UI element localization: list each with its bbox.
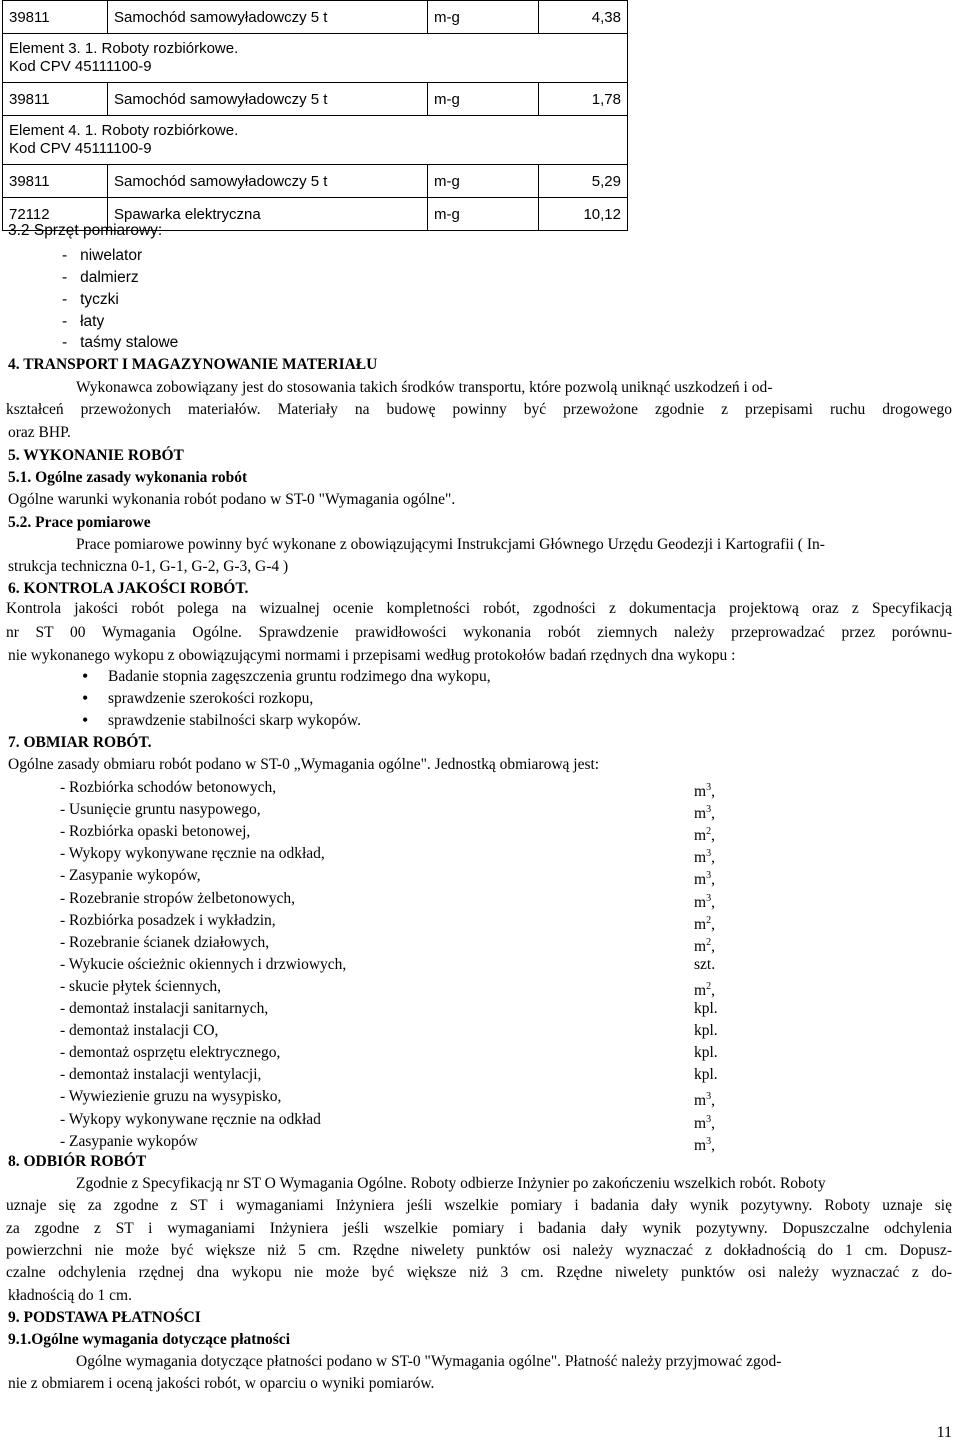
paragraph-line: nr ST 00 Wymagania Ogólne. Sprawdzenie prawidłowości wykonania robót ziemnych należy przeprowadzać przez porównu- (6, 624, 952, 641)
list-item: - tyczki (62, 291, 119, 308)
unit-punctuation: , (711, 827, 715, 845)
measure-item-unit (694, 866, 715, 890)
bullet-item: sprawdzenie szerokości rozkopu, (108, 690, 314, 707)
section-9-heading: 9. PODSTAWA PŁATNOŚCI (8, 1309, 201, 1326)
measure-item-name: - Rozbiórka opaski betonowej, (60, 823, 251, 841)
section-4-heading: 4. TRANSPORT I MAGAZYNOWANIE MATERIAŁU (8, 356, 378, 373)
unit-exponent: 2 (706, 914, 712, 926)
unit-punctuation: , (711, 915, 715, 933)
measure-item-unit (694, 1021, 718, 1041)
section-5-2-heading: 5.2. Prace pomiarowe (8, 514, 151, 531)
qty-cell: 1,78 (539, 83, 628, 116)
paragraph-line: kładnością do 1 cm. (8, 1287, 132, 1304)
measure-item-name: - demontaż instalacji wentylacji, (60, 1066, 262, 1084)
section-7-heading: 7. OBMIAR ROBÓT. (8, 734, 152, 751)
measure-item-unit (694, 977, 715, 1001)
name-cell: Samochód samowyładowczy 5 t (108, 165, 428, 198)
paragraph-line: Zgodnie z Specyfikacją nr ST O Wymagania Ogólne. Roboty odbierze Inżynier po zakończeniu wszelkich robót. Roboty (76, 1175, 826, 1192)
measure-item-name: - Zasypanie wykopów, (60, 867, 201, 885)
section-5-heading: 5. WYKONANIE ROBÓT (8, 447, 184, 464)
bullet-icon: • (82, 688, 89, 708)
name-cell: Samochód samowyładowczy 5 t (108, 1, 428, 34)
paragraph-line: strukcja techniczna 0-1, G-1, G-2, G-3, G-4 ) (8, 558, 289, 575)
unit-cell: m-g (428, 83, 539, 116)
measure-item-name: - Wywiezienie gruzu na wysypisko, (60, 1088, 282, 1106)
unit-cell: m-g (428, 165, 539, 198)
paragraph-line: Kontrola jakości robót polega na wizualnej ocenie kompletności robót, zgodności z dokumentacja projektową oraz z Specyfikacją (6, 600, 952, 617)
qty-cell: 5,29 (539, 165, 628, 198)
unit-cell: m-g (428, 1, 539, 34)
name-cell: Spawarka elektryczna (108, 198, 428, 231)
section-6-heading: 6. KONTROLA JAKOŚCI ROBÓT. (8, 580, 249, 597)
unit-punctuation: , (711, 871, 715, 889)
unit-exponent: 3 (706, 1135, 712, 1147)
measure-item-name: - Usunięcie gruntu nasypowego, (60, 801, 261, 819)
list-item: - łaty (62, 313, 105, 330)
measure-item-unit (694, 822, 715, 846)
unit-punctuation: , (711, 849, 715, 867)
paragraph-line: kształceń przewożonych materiałów. Materiały na budowę powinny być przewożone zgodnie z przepisami ruchu drogowego (6, 401, 952, 418)
unit-label: m (694, 915, 707, 933)
unit-exponent: 3 (706, 1113, 712, 1125)
equipment-table (2, 0, 628, 231)
element-cpv: Kod CPV 45111100-9 (9, 140, 152, 157)
unit-punctuation: , (711, 783, 715, 801)
unit-exponent: 2 (706, 936, 712, 948)
code-cell: 72112 (3, 198, 108, 231)
measure-item-name: - skucie płytek ściennych, (60, 977, 221, 995)
bullet-item: sprawdzenie stabilności skarp wykopów. (108, 712, 361, 729)
qty-cell: 4,38 (539, 1, 628, 34)
measure-item-unit (694, 955, 715, 975)
paragraph-line: nie wykonanego wykopu z obowiązującymi normami i przepisami według protokołów badań rzędnych dna wykopu : (8, 647, 736, 664)
code-cell: 39811 (3, 83, 108, 116)
measure-item-unit (694, 1043, 718, 1063)
section-9-1-heading: 9.1.Ogólne wymagania dotyczące płatności (8, 1331, 290, 1348)
name-cell: Samochód samowyładowczy 5 t (108, 83, 428, 116)
unit-label: m (694, 871, 707, 889)
paragraph-line: Ogólne zasady obmiaru robót podano w ST-0 „Wymagania ogólne". Jednostką obmiarową jest: (8, 756, 600, 773)
unit-exponent: 2 (706, 826, 712, 838)
unit-label: m (694, 849, 707, 867)
unit-label: kpl. (694, 1022, 718, 1040)
unit-punctuation: , (711, 893, 715, 911)
measure-item-unit (694, 1110, 715, 1134)
element-cell (3, 116, 628, 165)
table-row (3, 165, 628, 198)
unit-label: kpl. (694, 1044, 718, 1062)
unit-punctuation: , (711, 982, 715, 1000)
paragraph-line: Prace pomiarowe powinny być wykonane z obowiązującymi Instrukcjami Głównego Urzędu Geodezji i Kartografii ( In- (76, 536, 825, 553)
page-number: 11 (936, 1424, 952, 1441)
paragraph-line: Ogólne warunki wykonania robót podano w ST-0 "Wymagania ogólne". (8, 491, 456, 508)
unit-label: m (694, 1092, 707, 1110)
unit-exponent: 3 (706, 804, 712, 816)
paragraph-line: za zgodne z ST i wymaganiami Inżyniera jeśli wszelkie pomiary i badania dały wynik pozytywny. Dopuszczalne odchylenia (6, 1220, 952, 1237)
paragraph-line: nie z obmiarem i oceną jakości robót, w oparciu o wyniki pomiarów. (8, 1375, 435, 1392)
table-row (3, 1, 628, 34)
unit-label: m (694, 805, 707, 823)
code-cell: 39811 (3, 165, 108, 198)
qty-cell: 10,12 (539, 198, 628, 231)
paragraph-line: oraz BHP. (8, 424, 71, 441)
measure-item-name: - demontaż osprzętu elektrycznego, (60, 1044, 281, 1062)
unit-label: m (694, 827, 707, 845)
paragraph-line: czalne odchylenia rzędnej dna wykopu nie może być większe niż 3 cm. Rzędne niwelety punktów osi należy wyznaczać z do- (6, 1264, 952, 1281)
measure-item-name: - demontaż instalacji sanitarnych, (60, 1000, 269, 1017)
measure-item-unit (694, 800, 715, 824)
unit-exponent: 3 (706, 1091, 712, 1103)
element-cell (3, 34, 628, 83)
measure-item-unit (694, 844, 715, 868)
unit-label: m (694, 1114, 707, 1132)
measure-item-name: - Rozebranie ścianek działowych, (60, 933, 270, 951)
unit-exponent: 2 (706, 980, 712, 992)
measure-item-name: - Rozebranie stropów żelbetonowych, (60, 889, 296, 907)
measure-item-name: - Wykucie ościeżnic okiennych i drzwiowych, (60, 955, 347, 973)
element-row (3, 116, 628, 165)
measure-item-name: - Rozbiórka schodów betonowych, (60, 779, 277, 796)
bullet-icon: • (82, 666, 89, 686)
measure-item-unit (694, 889, 715, 913)
unit-label: m (694, 1136, 707, 1154)
paragraph-line: Wykonawca zobowiązany jest do stosowania takich środków transportu, które pozwolą uniknąć uszkodzeń i od- (76, 379, 773, 396)
section-5-1-heading: 5.1. Ogólne zasady wykonania robót (8, 469, 248, 486)
measure-item-name: - Wykopy wykonywane ręcznie na odkład, (60, 845, 325, 863)
unit-punctuation: , (711, 805, 715, 823)
paragraph-line: powierzchni nie może być większe niż 5 cm. Rzędne niwelety punktów osi należy wyznaczać z dokładnością do 1 cm. Dopusz- (6, 1242, 952, 1259)
list-item: - niwelator (62, 247, 143, 264)
measure-item-unit (694, 778, 715, 802)
unit-cell: m-g (428, 198, 539, 231)
unit-exponent: 3 (706, 782, 712, 793)
element-cpv: Kod CPV 45111100-9 (9, 58, 152, 75)
unit-punctuation: , (711, 1092, 715, 1110)
unit-label: szt. (694, 955, 716, 973)
table-row (3, 83, 628, 116)
list-item: - taśmy stalowe (62, 334, 179, 351)
measure-item-name: - demontaż instalacji CO, (60, 1022, 219, 1040)
measure-item-name: - Rozbiórka posadzek i wykładzin, (60, 911, 276, 929)
measure-item-unit (694, 911, 715, 935)
list-item: - dalmierz (62, 269, 139, 286)
unit-label: m (694, 893, 707, 911)
unit-punctuation: , (711, 1114, 715, 1132)
measure-item-name: - Zasypanie wykopów (60, 1132, 198, 1150)
measure-item-unit (694, 933, 715, 957)
measure-item-unit (694, 999, 718, 1019)
unit-label: kpl. (694, 1066, 718, 1084)
unit-label: m (694, 982, 707, 1000)
unit-exponent: 3 (706, 870, 712, 882)
unit-label: m (694, 937, 707, 955)
section-3-2-title: 3.2 Sprzęt pomiarowy: (8, 222, 163, 239)
section-8-heading: 8. ODBIÓR ROBÓT (8, 1153, 147, 1170)
measure-item-unit (694, 1087, 715, 1111)
measure-item-unit (694, 1132, 715, 1156)
paragraph-line: Ogólne wymagania dotyczące płatności podano w ST-0 "Wymagania ogólne". Płatność należy przyjmować zgod- (76, 1353, 782, 1370)
unit-label: kpl. (694, 1000, 718, 1017)
measure-item-unit (694, 1065, 718, 1085)
bullet-icon: • (82, 710, 89, 730)
unit-exponent: 3 (706, 848, 712, 860)
unit-label: m (694, 783, 707, 801)
unit-exponent: 3 (706, 892, 712, 904)
element-row (3, 34, 628, 83)
element-title: Element 4. 1. Roboty rozbiórkowe. (9, 122, 239, 139)
element-title: Element 3. 1. Roboty rozbiórkowe. (9, 40, 239, 57)
code-cell: 39811 (3, 1, 108, 34)
bullet-item: Badanie stopnia zagęszczenia gruntu rodzimego dna wykopu, (108, 668, 491, 685)
unit-punctuation: , (711, 937, 715, 955)
paragraph-line: uznaje się za zgodne z ST i wymaganiami Inżyniera jeśli wszelkie pomiary i badania dały wynik pozytywny. Roboty uznaje się (6, 1197, 952, 1214)
unit-punctuation: , (711, 1136, 715, 1154)
measure-item-name: - Wykopy wykonywane ręcznie na odkład (60, 1110, 321, 1128)
